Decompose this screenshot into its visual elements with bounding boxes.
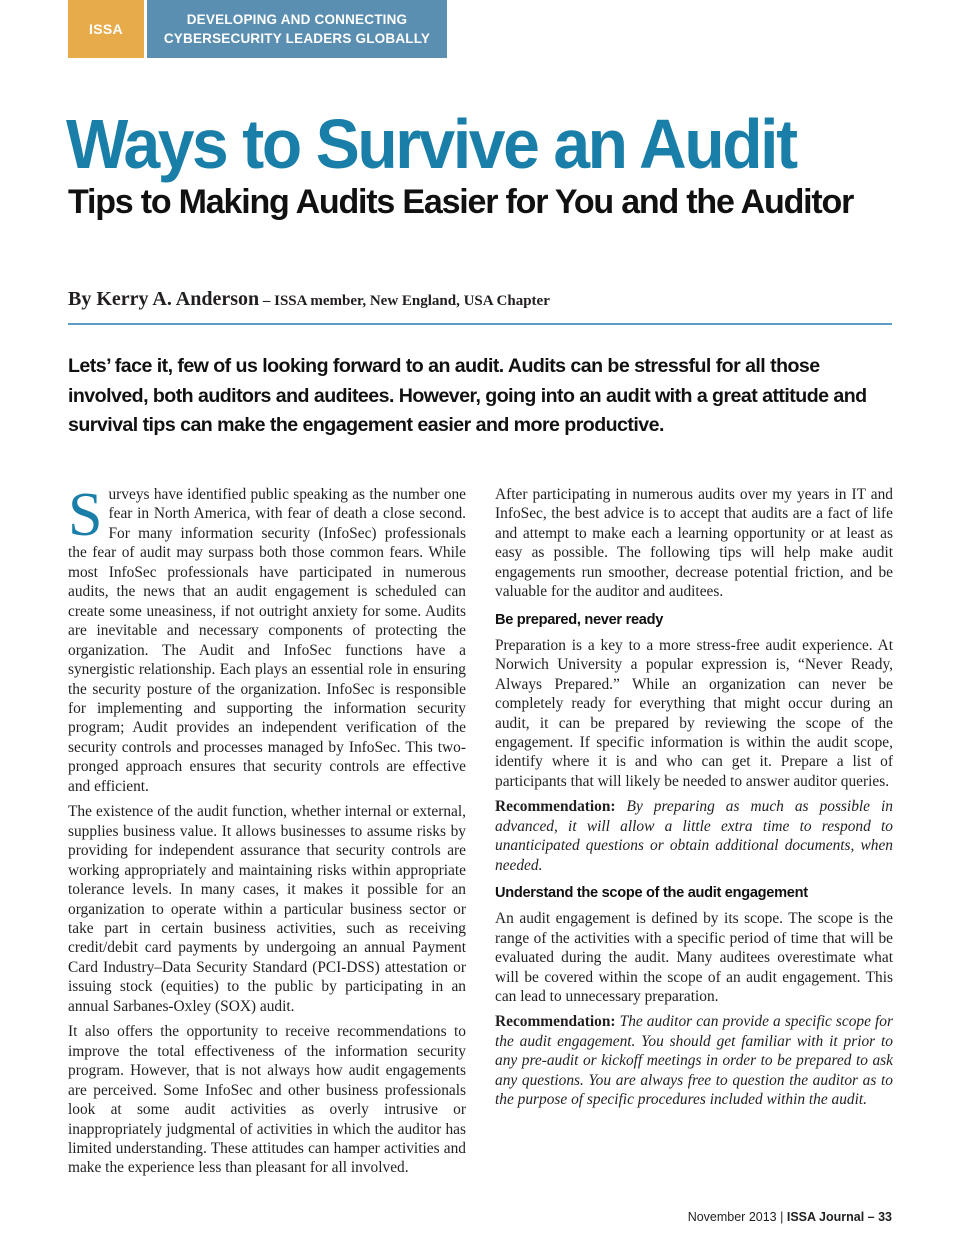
page-footer [688, 1210, 892, 1224]
right-paragraph-1: After participating in numerous audits over my years in IT and InfoSec, the best advice is to accept that audits are a fact of life and attempt to make each a learning opportunity or at least as easy as possible. The following tips will help make audit engagements run smoother, decrease potential friction, and be valuable for the auditor and auditees. [495, 486, 893, 601]
drop-cap: S [68, 481, 103, 549]
section-heading-scope: Understand the scope of the audit engagement [495, 885, 808, 902]
left-paragraph-1 [68, 481, 466, 796]
right-paragraph-3: An audit engagement is defined by its scope. The scope is the range of the activities with a specific period of time that will be evaluated during the audit. Many auditees overestimate what will be covered within the scope of an audit engagement. This can lead to unnecessary preparation. [495, 910, 893, 1005]
footer-page-number: – 33 [864, 1210, 892, 1224]
byline-author: By Kerry A. Anderson [68, 288, 260, 310]
tagline-line-2: CYBERSECURITY LEADERS GLOBALLY [163, 31, 431, 46]
issa-tab-label: ISSA [89, 21, 123, 37]
issa-tab [68, 0, 144, 58]
left-column [68, 481, 466, 1184]
byline-affiliation: – ISSA member, New England, USA Chapter [259, 293, 550, 309]
left-paragraph-1-text: urveys have identified public speaking as the number one fear in North America, with fear of death a close second. For many information security (InfoSec) professionals the fear of audit may surpass both those common fears. While most InfoSec professionals have participated in numerous audits, the news that an audit engagement is scheduled can create some uneasiness, if not outright anxiety for some. Audits are inevitable and necessary components of protecting the organization. The Audit and InfoSec functions have a synergistic relationship. Each plays an essential role in ensuring the security posture of the organization. InfoSec is responsible for implementing and supporting the information security program; Audit provides an independent verification of the security controls and processes managed by InfoSec. This two-pronged approach ensures that security controls are effective and efficient. [68, 486, 466, 795]
footer-date: November 2013 [687, 1210, 777, 1224]
recommendation-1 [495, 797, 893, 875]
tagline-line-1: DEVELOPING AND CONNECTING [186, 12, 408, 27]
recommendation-2-text: The auditor can provide a specific scope for the audit engagement. You should get familiar with it prior to any pre-audit or kickoff meetings in order to be prepared to ask any questions. You are always free to question the auditor as to the purpose of specific procedures included within the audit. [495, 1013, 893, 1109]
footer-journal: ISSA Journal [786, 1210, 865, 1224]
article-title: Ways to Survive an Audit [66, 105, 796, 183]
article-deck: Lets’ face it, few of us looking forward to an audit. Audits can be stressful for all those involved, both auditors and auditees. However, going into an audit with a great attitude and survival tips can make the engagement easier and more productive. [68, 355, 867, 436]
byline [68, 285, 550, 315]
recommendation-2 [495, 1012, 893, 1109]
recommendation-1-label: Recommendation: [495, 798, 616, 816]
left-paragraph-3: It also offers the opportunity to receive recommendations to improve the total effectiveness of the information security program. However, that is not always how audit engagements are perceived. Some InfoSec and other business professionals look at some audit activities as overly intrusive or inappropriately judgmental of activities in which the auditor has limited understanding. These attitudes can hamper activities and make the experience less than pleasant for all involved. [68, 1023, 466, 1177]
header-divider [68, 323, 892, 325]
article-subtitle: Tips to Making Audits Easier for You and the Auditor [68, 183, 854, 221]
left-paragraph-2: The existence of the audit function, whether internal or external, supplies business value. It allows businesses to assume risks by providing for independent assurance that security controls are working appropriately and maintaining risks within appropriate tolerance levels. In many cases, it makes it possible for an organization to operate within a particular business sector or take part in certain business activities, such as receiving credit/debit card payments by undergoing an annual Payment Card Industry–Data Security Standard (PCI-DSS) attestation or issuing stock (equities) to the public by participating in an annual Sarbanes-Oxley (SOX) audit. [68, 803, 466, 1015]
section-heading-be-prepared: Be prepared, never ready [495, 611, 664, 628]
footer-separator: | [776, 1210, 787, 1224]
recommendation-1-text: By preparing as much as possible in advanced, it will allow a little extra time to respond to unanticipated questions or obtain additional documents, when needed. [495, 798, 893, 874]
right-column [495, 485, 893, 1116]
right-paragraph-2: Preparation is a key to a more stress-free audit experience. At Norwich University a popular expression is, “Never Ready, Always Prepared.” While an organization can never be completely ready for everything that might occur during an audit, it can be prepared by reviewing the scope of the engagement. If specific information is within the audit scope, identify where it is and who can get it. Prepare a list of participants that will likely be needed to answer auditor queries. [495, 636, 893, 790]
recommendation-2-label: Recommendation: [495, 1013, 616, 1031]
tagline-tab [147, 0, 447, 58]
